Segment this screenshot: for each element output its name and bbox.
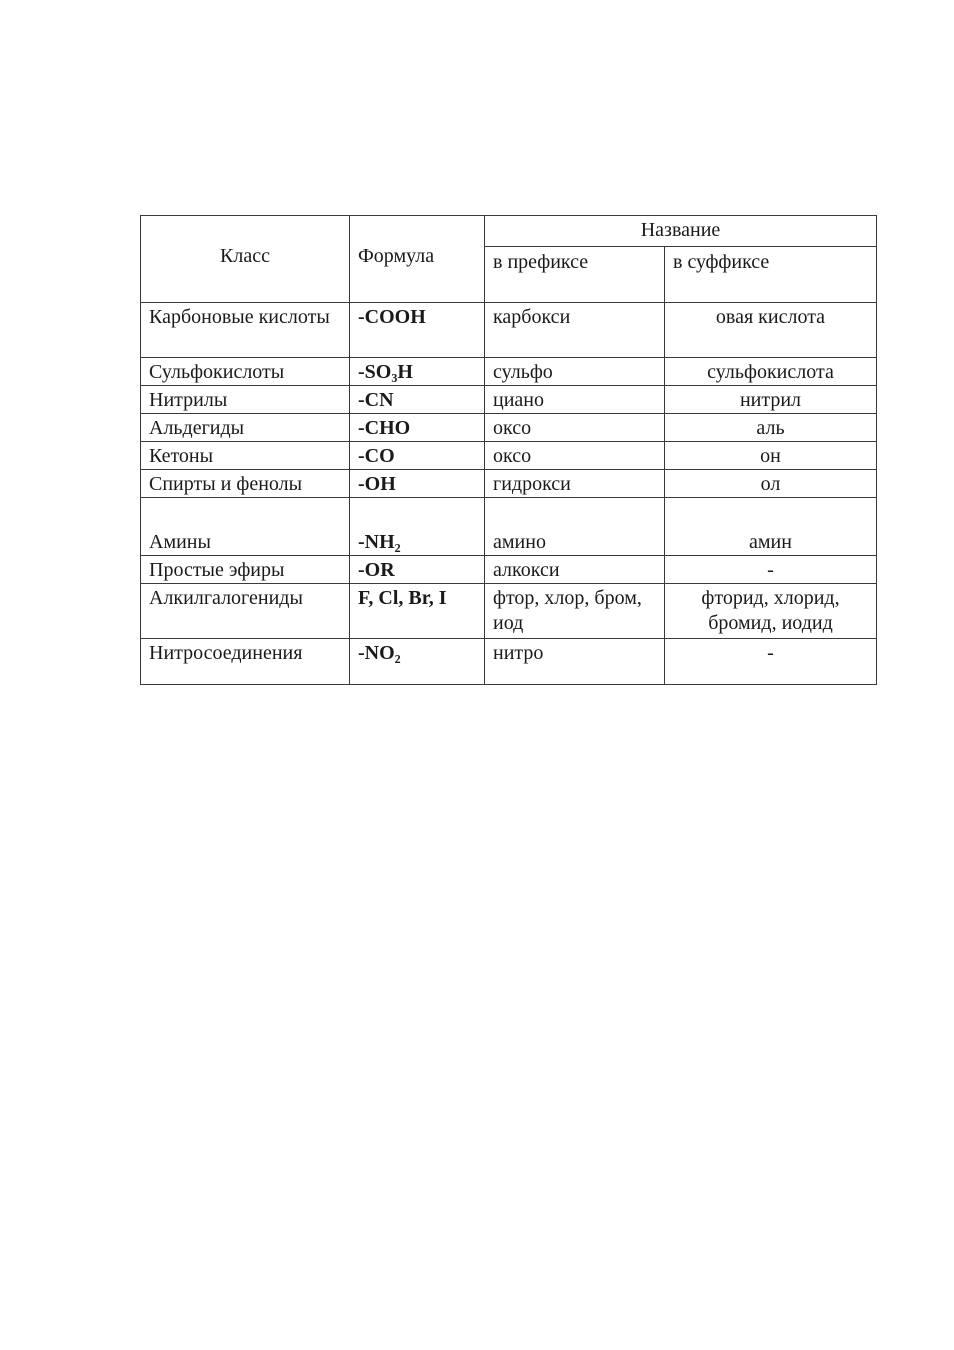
header-prefix: в префиксе [485, 247, 665, 303]
table-row [141, 358, 877, 386]
class-cell: Кетоны [141, 442, 350, 470]
prefix-cell: нитро [485, 639, 665, 685]
table-row [141, 442, 877, 470]
table-row [141, 498, 877, 556]
prefix-cell: алкокси [485, 556, 665, 584]
table-row [141, 556, 877, 584]
formula-cell: -SO₃H [350, 358, 485, 386]
class-cell: Сульфокислоты [141, 358, 350, 386]
class-cell: Алкилгалогениды [141, 584, 350, 639]
suffix-cell: аль [665, 414, 877, 442]
suffix-cell: ол [665, 470, 877, 498]
suffix-cell: амин [665, 498, 877, 556]
header-suffix: в суффиксе [665, 247, 877, 303]
header-class: Класс [141, 216, 350, 303]
class-cell: Карбоновые кислоты [141, 303, 350, 358]
suffix-cell: - [665, 639, 877, 685]
prefix-cell: фтор, хлор, бром, иод [485, 584, 665, 639]
table-row [141, 470, 877, 498]
formula-cell: -OR [350, 556, 485, 584]
prefix-cell: сульфо [485, 358, 665, 386]
suffix-cell: овая кислота [665, 303, 877, 358]
formula-cell: -NH₂ [350, 498, 485, 556]
class-cell: Альдегиды [141, 414, 350, 442]
formula-cell: -NO₂ [350, 639, 485, 685]
suffix-cell: сульфокислота [665, 358, 877, 386]
suffix-cell: нитрил [665, 386, 877, 414]
table-row [141, 414, 877, 442]
suffix-cell: - [665, 556, 877, 584]
formula-cell: -CHO [350, 414, 485, 442]
table-row [141, 303, 877, 358]
header-formula: Формула [350, 216, 485, 303]
class-cell: Нитросоединения [141, 639, 350, 685]
prefix-cell: гидрокси [485, 470, 665, 498]
table-row [141, 639, 877, 685]
class-cell: Спирты и фенолы [141, 470, 350, 498]
formula-cell: -COOH [350, 303, 485, 358]
formula-cell: -CO [350, 442, 485, 470]
class-cell: Простые эфиры [141, 556, 350, 584]
formula-cell: -OH [350, 470, 485, 498]
prefix-cell: амино [485, 498, 665, 556]
prefix-cell: оксо [485, 442, 665, 470]
suffix-cell: он [665, 442, 877, 470]
prefix-cell: карбокси [485, 303, 665, 358]
functional-groups-table [140, 215, 877, 685]
table-row [141, 386, 877, 414]
class-cell: Нитрилы [141, 386, 350, 414]
formula-cell: F, Cl, Br, I [350, 584, 485, 639]
suffix-cell: фторид, хлорид, бромид, иодид [665, 584, 877, 639]
prefix-cell: оксо [485, 414, 665, 442]
class-cell: Амины [141, 498, 350, 556]
prefix-cell: циано [485, 386, 665, 414]
formula-cell: -CN [350, 386, 485, 414]
header-name: Название [485, 216, 877, 247]
header-row [141, 216, 877, 247]
table-row [141, 584, 877, 639]
